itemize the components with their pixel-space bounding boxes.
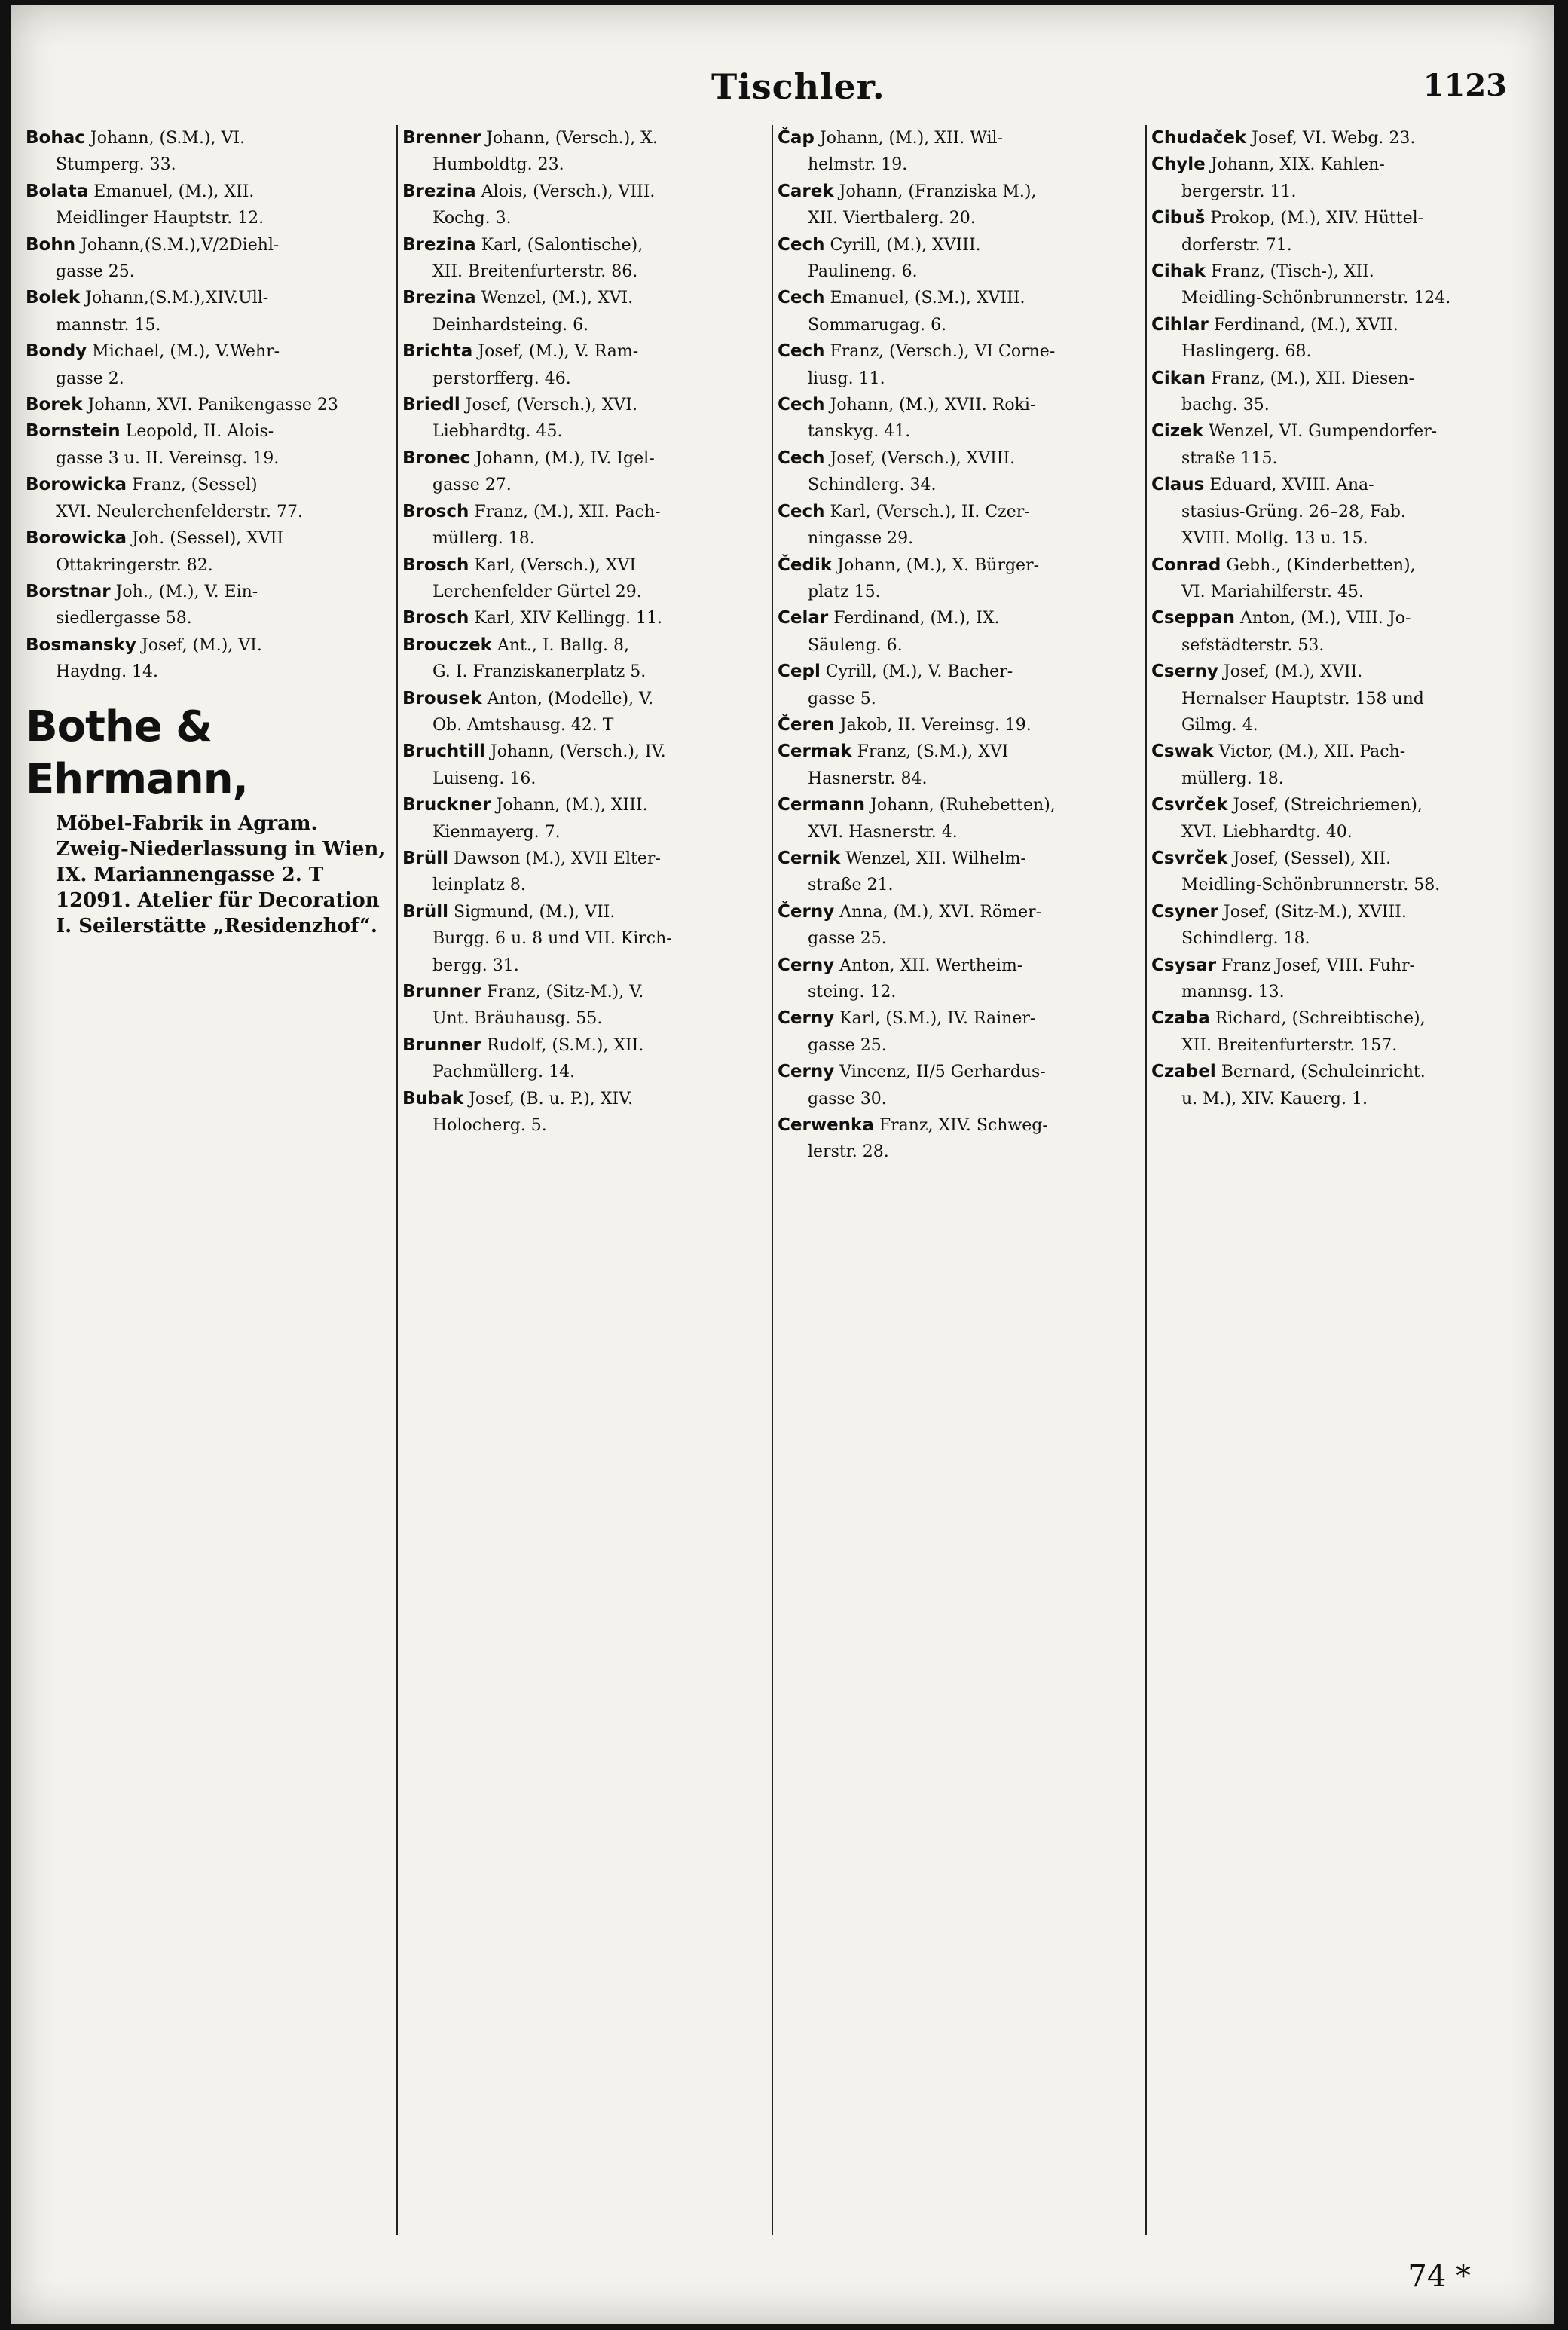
directory-entry <box>1151 738 1519 792</box>
entry-details: Wenzel, VI. Gumpendorfer- <box>1209 422 1438 442</box>
entry-continuation: XII. Viertbalerg. 20. <box>808 209 976 228</box>
directory-entry <box>1151 952 1519 1006</box>
entry-name: Borowicka <box>26 475 127 495</box>
entry-continuation: gasse 30. <box>808 1089 887 1108</box>
entry-name: Bondy <box>26 341 87 362</box>
directory-page <box>11 5 1554 2324</box>
entry-name: Bornstein <box>26 421 121 442</box>
directory-entry <box>778 179 1145 232</box>
entry-continuation: bergerstr. 11. <box>1181 182 1297 201</box>
column-divider <box>396 125 398 2235</box>
entry-continuation: Unt. Bräuhausg. 55. <box>432 1009 603 1029</box>
directory-entry <box>778 899 1145 952</box>
entry-name: Čedik <box>778 555 833 575</box>
entry-name: Cerny <box>778 1062 835 1082</box>
entry-continuation: stasius-Grüng. 26–28, Fab. <box>1181 502 1406 521</box>
entry-continuation: Paulineng. 6. <box>808 262 918 282</box>
entry-details: Dawson (M.), XVII Elter- <box>454 849 661 868</box>
entry-name: Cermann <box>778 795 866 815</box>
entry-continuation: Lerchenfelder Gürtel 29. <box>432 582 642 601</box>
entry-name: Csysar <box>1151 955 1217 975</box>
column-4 <box>1151 125 1519 2235</box>
entry-name: Cizek <box>1151 421 1204 442</box>
entry-continuation: Hernalser Hauptstr. 158 und <box>1181 689 1424 708</box>
directory-entry <box>402 552 770 606</box>
entry-continuation: gasse 3 u. II. Vereinsg. 19. <box>56 448 280 468</box>
directory-entry <box>778 1005 1145 1059</box>
entry-details: Johann, (M.), X. Bürger- <box>837 555 1040 575</box>
directory-entry <box>1151 525 1519 552</box>
entry-continuation: Deinhardsteing. 6. <box>432 315 589 335</box>
entry-name: Cepl <box>778 662 821 682</box>
entry-details: Bernard, (Schuleinricht. <box>1221 1063 1426 1082</box>
entry-name: Brunner <box>402 1035 481 1055</box>
entry-continuation: Burgg. 6 u. 8 und VII. Kirch- <box>432 929 672 949</box>
entry-continuation: müllerg. 18. <box>1181 769 1284 788</box>
entry-name: Brouczek <box>402 634 492 655</box>
entry-details: Franz, (M.), XII. Pach- <box>474 502 661 521</box>
entry-continuation: gasse 27. <box>432 475 512 495</box>
directory-entry <box>1151 899 1519 952</box>
entry-name: Cermak <box>778 742 852 762</box>
entry-details: Leopold, II. Alois- <box>125 422 274 442</box>
page-number: 1123 <box>1423 68 1507 103</box>
entry-continuation: leinplatz 8. <box>432 876 526 895</box>
entry-name: Brenner <box>402 128 481 148</box>
entry-name: Celar <box>778 608 829 628</box>
directory-entry <box>778 792 1145 845</box>
entry-continuation: Liebhardtg. 45. <box>432 422 563 442</box>
entry-continuation: gasse 25. <box>56 262 135 282</box>
entry-details: Johann, (Versch.), IV. <box>490 742 666 762</box>
entry-details: Johann, XIX. Kahlen- <box>1210 155 1385 175</box>
entry-details: Johann, (Franziska M.), <box>839 182 1037 201</box>
entry-details: Johann, (M.), XVII. Roki- <box>830 396 1036 415</box>
entry-details: Eduard, XVIII. Ana- <box>1209 475 1374 495</box>
entry-continuation: dorferstr. 71. <box>1181 235 1292 255</box>
entry-name: Brezina <box>402 234 476 255</box>
entry-continuation: Gilmg. 4. <box>1181 715 1258 735</box>
entry-details: Franz, (Sitz-M.), V. <box>486 983 644 1001</box>
column-2 <box>402 125 770 2235</box>
directory-entry <box>1151 365 1519 419</box>
entry-name: Chudaček <box>1151 128 1247 148</box>
entry-continuation: Kochg. 3. <box>432 209 512 228</box>
entry-name: Borstnar <box>26 581 111 601</box>
entry-details: Karl, XIV Kellingg. 11. <box>474 609 662 628</box>
directory-entry <box>402 899 770 952</box>
entry-name: Cerny <box>778 1008 835 1029</box>
entry-continuation: XVI. Hasnerstr. 4. <box>808 822 958 842</box>
entry-details: Karl, (Salontische), <box>481 235 643 255</box>
directory-entry <box>1151 418 1519 472</box>
directory-entry <box>26 418 393 472</box>
entry-continuation: VI. Mariahilferstr. 45. <box>1181 582 1364 601</box>
entry-continuation: gasse 25. <box>808 1035 887 1055</box>
directory-entry <box>778 232 1145 286</box>
entry-details: Cyrill, (M.), XVIII. <box>830 235 981 255</box>
entry-name: Bohn <box>26 234 76 255</box>
entry-details: Josef, (Sitz-M.), XVIII. <box>1223 902 1407 922</box>
entry-details: Wenzel, XII. Wilhelm- <box>845 849 1026 868</box>
entry-name: Černy <box>778 901 835 922</box>
entry-continuation: Holocherg. 5. <box>432 1116 547 1136</box>
entry-name: Chyle <box>1151 154 1206 175</box>
directory-entry <box>778 738 1145 792</box>
entry-continuation: liusg. 11. <box>808 368 885 388</box>
entry-continuation: siedlergasse 58. <box>56 609 192 628</box>
entry-continuation: gasse 5. <box>808 689 876 708</box>
directory-entry <box>778 392 1145 445</box>
directory-entry <box>778 845 1145 899</box>
directory-entry <box>778 952 1145 1006</box>
entry-name: Cech <box>778 234 825 255</box>
entry-continuation: steing. 12. <box>808 983 897 1001</box>
directory-entry <box>402 605 770 631</box>
entry-details: Franz Josef, VIII. Fuhr- <box>1221 956 1415 975</box>
directory-entry <box>402 499 770 552</box>
entry-continuation: sefstädterstr. 53. <box>1181 635 1325 655</box>
directory-entry <box>1151 258 1519 312</box>
entry-details: Sigmund, (M.), VII. <box>454 902 616 922</box>
entry-details: Michael, (M.), V.Wehr- <box>92 342 280 362</box>
entry-continuation: platz 15. <box>808 582 881 601</box>
page-title: Tischler. <box>711 66 885 107</box>
entry-name: Borowicka <box>26 528 127 549</box>
entry-details: Franz, (M.), XII. Diesen- <box>1210 368 1414 388</box>
entry-name: Bubak <box>402 1088 464 1108</box>
entry-details: Franz, (Sessel) <box>132 475 258 495</box>
entry-details: Anton, (M.), VIII. Jo- <box>1240 609 1411 628</box>
directory-entry <box>402 338 770 392</box>
entry-continuation: Meidlinger Hauptstr. 12. <box>56 209 264 228</box>
entry-name: Brezina <box>402 288 476 308</box>
directory-entry <box>26 232 393 286</box>
entry-name: Cerwenka <box>778 1115 874 1136</box>
entry-details: Richard, (Schreibtische), <box>1215 1009 1426 1029</box>
entry-name: Conrad <box>1151 555 1221 575</box>
entry-name: Czabel <box>1151 1062 1216 1082</box>
entry-continuation: G. I. Franziskanerplatz 5. <box>432 662 646 682</box>
directory-entry <box>402 445 770 499</box>
entry-name: Cihlar <box>1151 314 1209 335</box>
directory-entry <box>778 552 1145 606</box>
entry-continuation: XVI. Neulerchenfelderstr. 77. <box>56 502 303 521</box>
directory-entry <box>1151 712 1519 738</box>
directory-entry <box>778 605 1145 659</box>
entry-continuation: straße 115. <box>1181 448 1278 468</box>
entry-name: Briedl <box>402 395 460 415</box>
entry-name: Cseppan <box>1151 608 1235 628</box>
entry-details: Gebh., (Kinderbetten), <box>1226 555 1416 575</box>
directory-entry <box>1151 845 1519 899</box>
directory-entry <box>1151 605 1519 659</box>
directory-entry <box>402 632 770 686</box>
entry-continuation: XII. Breitenfurterstr. 157. <box>1181 1035 1398 1055</box>
entry-continuation: Meidling-Schönbrunnerstr. 124. <box>1181 289 1451 308</box>
directory-entry <box>778 1112 1145 1166</box>
entry-name: Brousek <box>402 688 482 708</box>
directory-entry <box>402 686 770 739</box>
entry-continuation: gasse 2. <box>56 368 124 388</box>
directory-entry <box>1151 659 1519 712</box>
entry-continuation: tanskyg. 41. <box>808 422 911 442</box>
entry-details: Josef, (Sessel), XII. <box>1233 849 1392 868</box>
entry-details: Cyrill, (M.), V. Bacher- <box>825 662 1013 682</box>
entry-name: Cech <box>778 448 825 468</box>
entry-name: Csvrček <box>1151 795 1228 815</box>
entry-details: Anna, (M.), XVI. Römer- <box>839 902 1042 922</box>
entry-continuation: Säuleng. 6. <box>808 635 903 655</box>
entry-name: Cswak <box>1151 742 1214 762</box>
entry-name: Brüll <box>402 901 449 922</box>
entry-details: Joh., (M.), V. Ein- <box>115 582 258 601</box>
entry-name: Cernik <box>778 848 841 868</box>
directory-entry <box>26 525 393 579</box>
entry-continuation: u. M.), XIV. Kauerg. 1. <box>1181 1089 1368 1108</box>
advertisement-title: Bothe & Ehrmann, <box>26 702 248 804</box>
entry-continuation: Schindlerg. 18. <box>1181 929 1310 949</box>
entry-details: Prokop, (M.), XIV. Hüttel- <box>1210 209 1424 228</box>
entry-name: Cibuš <box>1151 208 1206 228</box>
directory-entry <box>402 1032 770 1086</box>
entry-continuation: Ottakringerstr. 82. <box>56 555 213 575</box>
entry-details: Johann, (M.), XIII. <box>496 796 648 815</box>
entry-name: Cikan <box>1151 368 1206 388</box>
entry-continuation: bergg. 31. <box>432 956 519 975</box>
entry-continuation: mannsg. 13. <box>1181 983 1285 1001</box>
entry-continuation: Haydng. 14. <box>56 662 159 682</box>
column-1 <box>26 125 393 2235</box>
advertisement-body: Möbel-Fabrik in Agram. Zweig-Niederlassung in Wien, IX. Mariannengasse 2. T 12091. Atelier für Decoration I. Seilerstätte „Residenzhof“. <box>56 812 386 937</box>
entry-name: Carek <box>778 181 834 201</box>
entry-name: Bohac <box>26 128 85 148</box>
column-divider <box>772 125 773 2235</box>
column-divider <box>1145 125 1147 2235</box>
entry-details: Vincenz, II/5 Gerhardus- <box>839 1063 1046 1082</box>
directory-entry <box>402 392 770 445</box>
directory-entry <box>1151 125 1519 151</box>
entry-continuation: XVIII. Mollg. 13 u. 15. <box>1181 529 1368 549</box>
directory-entry <box>26 179 393 232</box>
directory-entry <box>778 338 1145 392</box>
entry-continuation: helmstr. 19. <box>808 155 908 175</box>
entry-details: Johann,(S.M.),XIV.Ull- <box>85 289 269 308</box>
directory-entry <box>402 952 770 979</box>
entry-details: Johann, (M.), IV. Igel- <box>475 448 655 468</box>
entry-continuation: gasse 25. <box>808 929 887 949</box>
directory-entry <box>26 285 393 338</box>
directory-entry <box>402 1086 770 1139</box>
column-3 <box>778 125 1145 2235</box>
directory-entry <box>402 285 770 338</box>
entry-continuation: perstorfferg. 46. <box>432 368 571 388</box>
entry-details: Karl, (S.M.), IV. Rainer- <box>839 1009 1036 1029</box>
directory-entry <box>26 125 393 179</box>
directory-entry <box>1151 792 1519 845</box>
directory-entry <box>26 472 393 525</box>
entry-name: Brosch <box>402 501 469 521</box>
directory-entry <box>778 125 1145 179</box>
entry-details: Anton, (Modelle), V. <box>487 689 654 708</box>
entry-name: Brosch <box>402 608 469 628</box>
entry-details: Johann, (S.M.), VI. <box>90 129 246 148</box>
entry-details: Johann,(S.M.),V/2Diehl- <box>81 235 280 255</box>
directory-entry <box>402 125 770 179</box>
entry-name: Brichta <box>402 341 473 362</box>
entry-name: Czaba <box>1151 1008 1210 1029</box>
entry-continuation: Haslingerg. 68. <box>1181 342 1312 362</box>
entry-name: Cech <box>778 501 825 521</box>
entry-details: Franz, (Versch.), VI Corne- <box>830 342 1056 362</box>
entry-name: Csvrček <box>1151 848 1228 868</box>
entry-details: Johann, (Ruhebetten), <box>870 796 1056 815</box>
entry-name: Bolek <box>26 288 81 308</box>
entry-details: Emanuel, (M.), XII. <box>93 182 255 201</box>
entry-name: Brüll <box>402 848 449 868</box>
entry-details: Josef, (Streichriemen), <box>1233 796 1423 815</box>
entry-continuation: Schindlerg. 34. <box>808 475 937 495</box>
entry-details: Johann, (Versch.), X. <box>486 129 658 148</box>
entry-details: Ant., I. Ballg. 8, <box>497 635 629 655</box>
entry-details: Jakob, II. Vereinsg. 19. <box>839 715 1032 735</box>
entry-details: Karl, (Versch.), II. Czer- <box>830 502 1030 521</box>
directory-entry <box>778 712 1145 738</box>
entry-details: Joh. (Sessel), XVII <box>132 529 284 549</box>
entry-continuation: Sommarugag. 6. <box>808 315 947 335</box>
directory-entry <box>1151 151 1519 205</box>
directory-entry <box>402 979 770 1032</box>
entry-details: Victor, (M.), XII. Pach- <box>1218 742 1406 762</box>
directory-entry <box>26 579 393 632</box>
directory-entry <box>26 632 393 686</box>
entry-details: Emanuel, (S.M.), XVIII. <box>830 289 1025 308</box>
entry-details: Karl, (Versch.), XVI <box>474 555 637 575</box>
entry-details: Josef, (M.), VI. <box>141 635 262 655</box>
entry-continuation: bachg. 35. <box>1181 396 1270 415</box>
entry-continuation: Luiseng. 16. <box>432 769 536 788</box>
directory-entry <box>402 845 770 899</box>
directory-entry <box>778 1059 1145 1112</box>
entry-continuation: mannstr. 15. <box>56 315 161 335</box>
entry-continuation: Hasnerstr. 84. <box>808 769 928 788</box>
entry-details: Wenzel, (M.), XVI. <box>481 289 634 308</box>
entry-continuation: XII. Breitenfurterstr. 86. <box>432 262 638 282</box>
entry-name: Cech <box>778 395 825 415</box>
entry-details: Franz, (Tisch-), XII. <box>1210 262 1374 282</box>
entry-name: Cech <box>778 341 825 362</box>
entry-name: Čeren <box>778 714 835 735</box>
entry-name: Csyner <box>1151 901 1218 922</box>
entry-name: Brezina <box>402 181 476 201</box>
entry-details: Johann, (M.), XII. Wil- <box>819 129 1003 148</box>
entry-name: Borek <box>26 395 83 415</box>
entry-continuation: Meidling-Schönbrunnerstr. 58. <box>1181 876 1441 895</box>
entry-name: Cech <box>778 288 825 308</box>
entry-details: Anton, XII. Wertheim- <box>839 956 1023 975</box>
entry-details: Alois, (Versch.), VIII. <box>481 182 656 201</box>
entry-continuation: lerstr. 28. <box>808 1142 889 1162</box>
directory-entry <box>26 392 393 418</box>
entry-name: Bosmansky <box>26 634 136 655</box>
entry-details: Josef, (B. u. P.), XIV. <box>469 1089 634 1108</box>
directory-entry <box>1151 1005 1519 1059</box>
entry-continuation: straße 21. <box>808 876 894 895</box>
entry-details: Franz, XIV. Schweg- <box>879 1116 1048 1136</box>
directory-entry <box>778 285 1145 338</box>
directory-entry <box>402 179 770 232</box>
directory-entry <box>778 445 1145 499</box>
entry-details: Josef, (Versch.), XVIII. <box>830 448 1016 468</box>
entry-continuation: ningasse 29. <box>808 529 914 549</box>
entry-name: Čap <box>778 128 815 148</box>
entry-continuation: Humboldtg. 23. <box>432 155 564 175</box>
directory-entry <box>1151 472 1519 525</box>
entry-continuation: müllerg. 18. <box>432 529 535 549</box>
directory-entry <box>778 499 1145 552</box>
entry-details: Josef, VI. Webg. 23. <box>1252 129 1416 148</box>
directory-entry <box>402 232 770 286</box>
entry-name: Bolata <box>26 181 89 201</box>
page-signature: 74 * <box>1408 2259 1471 2294</box>
entry-continuation: Kienmayerg. 7. <box>432 822 561 842</box>
entry-details: Rudolf, (S.M.), XII. <box>486 1035 644 1055</box>
entry-name: Bruckner <box>402 795 491 815</box>
entry-name: Brunner <box>402 982 481 1001</box>
entry-name: Bronec <box>402 448 471 468</box>
entry-name: Cihak <box>1151 261 1206 282</box>
directory-entry <box>1151 552 1519 606</box>
entry-continuation: XVI. Liebhardtg. 40. <box>1181 822 1353 842</box>
entry-details: Josef, (M.), XVII. <box>1223 662 1363 682</box>
directory-entry <box>402 738 770 792</box>
directory-entry <box>402 792 770 845</box>
directory-entry <box>1151 205 1519 258</box>
entry-details: Josef, (Versch.), XVI. <box>465 396 638 415</box>
entry-continuation: Stumperg. 33. <box>56 155 176 175</box>
entry-details: Franz, (S.M.), XVI <box>857 742 1009 762</box>
entry-details: Ferdinand, (M.), IX. <box>833 609 1000 628</box>
entry-details: Johann, XVI. Panikengasse 23 <box>87 396 338 415</box>
directory-entry <box>778 659 1145 712</box>
page-header <box>11 66 1554 119</box>
entry-name: Cserny <box>1151 662 1218 682</box>
entry-name: Claus <box>1151 475 1205 495</box>
entry-continuation: Pachmüllerg. 14. <box>432 1063 576 1082</box>
directory-entry <box>26 338 393 392</box>
entry-details: Josef, (M.), V. Ram- <box>478 342 639 362</box>
directory-entry <box>1151 312 1519 365</box>
entry-details: Ferdinand, (M.), XVII. <box>1213 315 1398 335</box>
entry-name: Cerny <box>778 955 835 975</box>
directory-entry <box>1151 1059 1519 1112</box>
entry-name: Bruchtill <box>402 742 485 762</box>
entry-continuation: Ob. Amtshausg. 42. T <box>432 715 614 735</box>
entry-name: Brosch <box>402 555 469 575</box>
